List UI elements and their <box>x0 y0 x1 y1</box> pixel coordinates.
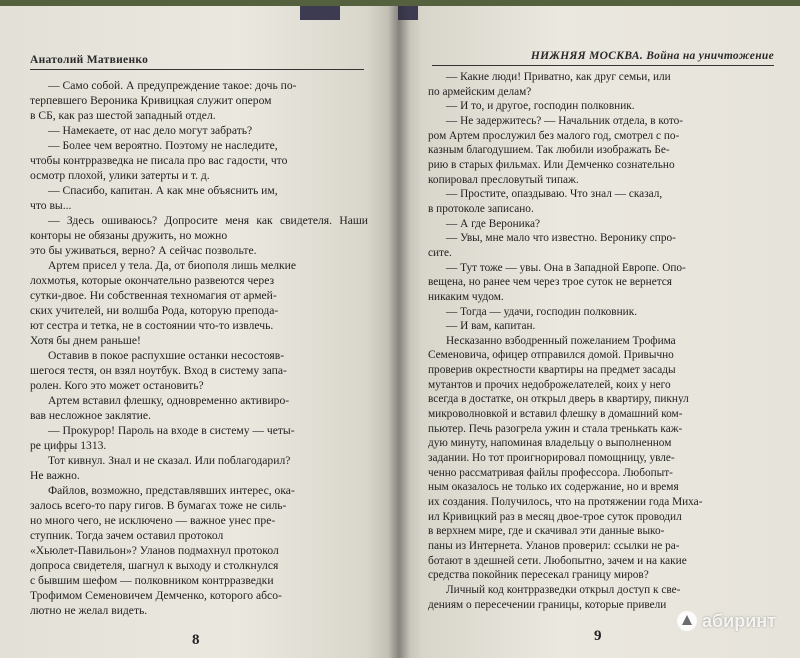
right-running-head: НИЖНЯЯ МОСКВА. Война на уничтожение <box>432 50 774 66</box>
paragraph: — Какие люди! Приватно, как друг семьи, или по армейским делам? <box>428 71 671 98</box>
paragraph: — Спасибо, капитан. А как мне объяснить им, что вы... <box>30 184 278 212</box>
paragraph: Тот кивнул. Знал и не сказал. Или поблагодарил? Не важно. <box>30 454 291 482</box>
book-cover-corner <box>300 6 340 20</box>
paragraph: — Простите, опаздываю. Что знал — сказал, в протоколе записано. <box>428 188 663 215</box>
paragraph: Файлов, возможно, представлявших интерес, ока- залось всего-то пару гигов. В бумагах тоже не силь- но много чего, не исключено — важное унес пре- ступник. Тогда зачем оставил протокол «Хьюлет-Павильон»? Уланов подмахнул протокол допроса свидетеля, шагнул к выходу и столкнулся с бывшим шефом — полковником контрразведки Трофимом Семеновичем Демченко, которого абсо- лютно не желал видеть. <box>30 484 295 617</box>
watermark <box>676 610 776 632</box>
right-page <box>398 6 800 658</box>
right-page-number: 9 <box>594 628 602 644</box>
paragraph: — Увы, мне мало что известно. Веронику спро- сите. <box>428 232 676 259</box>
paragraph: — Намекаете, от нас дело могут забрать? <box>48 124 253 137</box>
right-page-body <box>428 70 780 612</box>
paragraph: Артем присел у тела. Да, от биополя лишь мелкие лохмотья, которые окончательно развеются через сутки-двое. Ни собственная техномагия от армей- ских учителей, ни волшба Рода, которую препода- ют сестра и тетка, не в состоянии что-то извлечь. Хотя бы днем раньше! <box>30 259 297 347</box>
left-page <box>0 6 398 658</box>
paragraph: Личный код контрразведки открыл доступ к све- дениям о пересечении границы, которые привели <box>428 583 681 611</box>
paragraph: — Прокурор! Пароль на входе в систему — четы- ре цифры 1313. <box>30 424 295 452</box>
book-gutter <box>388 6 410 658</box>
paragraph: — И то, и другое, господин полковник. <box>446 100 635 113</box>
paragraph: — Не задержитесь? — Начальник отдела, в кото- ром Артем прослужил без малого год, смотрел с по- казным благодушием. Так любили изображать Бе- рию в старых фильмах. Или Демченко сознательно копировал пресловутый типаж. <box>428 114 684 186</box>
paragraph: — И вам, капитан. <box>446 320 536 333</box>
paragraph: Артем вставил флешку, одновременно активиро- вав несложное заклятие. <box>30 394 290 422</box>
paragraph: — Здесь ошиваюсь? Допросите меня как свидетеля. Наши конторы не обязаны дружить, но можно это бы уживаться, верно? А сейчас позвольте. <box>30 214 368 257</box>
left-page-number: 8 <box>192 632 200 648</box>
paragraph: Несказанно взбодренный пожеланием Трофима Семеновича, офицер отправился домой. Привычно проверив окрестности квартиры на предмет засады мутантов и прочих недоброжелателей, коих у него всегда в достатке, он открыл дверь в квартиру, пикнул микроволновкой и вставил флешку в домашний ком- пьютер. Печь разогрела ужин и стала тренькать каж- дую минуту, напоминая владельцу о выполненном задании. Но тот проигнорировал помощницу, увле- ченно рассматривая файлы профессора. Любопыт- ным оказалось не только их содержание, но и время их создания. Получилось, что на протяжении года Миха- ил Кривицкий раз в месяц двое-трое суток проводил в верхнем мире, где и скачивал эти данные выко- паны из Интернета. Уланов проверил: ссылки не ра- ботают в здешней сети. Любопытно, зачем и на какие средства покойник пересекал границу миров? <box>428 334 703 582</box>
left-running-head: Анатолий Матвиенко <box>30 54 364 70</box>
paragraph: Оставив в покое распухшие останки несостояв- шегося тестя, он взял ноутбук. Вход в систему запа- ролен. Кого это может остановить? <box>30 349 287 392</box>
labirint-logo-icon <box>676 610 698 632</box>
open-book <box>0 6 800 658</box>
left-page-body <box>30 78 368 618</box>
paragraph: — Тогда — удачи, господин полковник. <box>446 305 638 318</box>
paragraph: — Тут тоже — увы. Она в Западной Европе. Опо- вещена, но ранее чем через трое суток не вернется никаким чудом. <box>428 261 686 303</box>
watermark-text: абиринт <box>702 610 776 631</box>
paragraph: — Само собой. А предупреждение такое: дочь по- терпевшего Вероника Кривицкая служит опером в СБ, как раз шестой западный отдел. <box>30 79 297 122</box>
paragraph: — А где Вероника? <box>446 217 541 230</box>
paragraph: — Более чем вероятно. Поэтому не наследите, чтобы контрразведка не писала про вас гадости, что осмотр плохой, улики затерты и т. д. <box>30 139 288 182</box>
